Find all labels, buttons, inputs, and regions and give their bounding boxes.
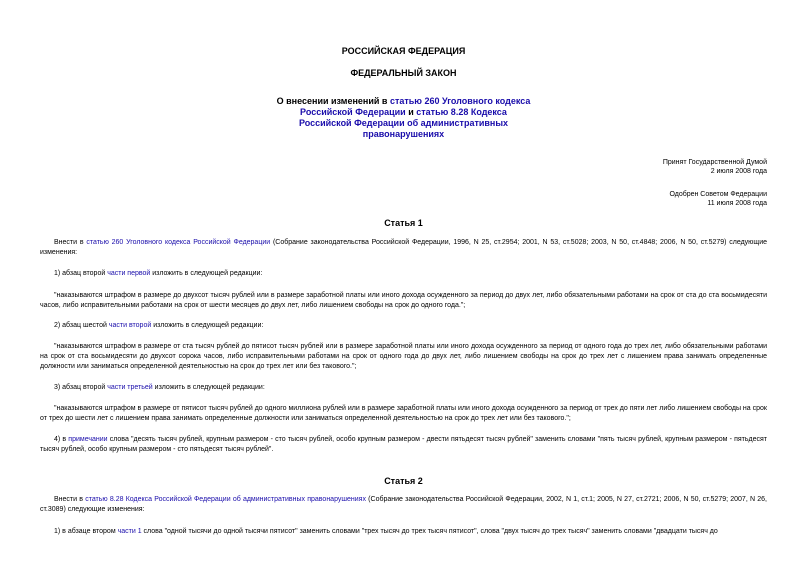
document-title <box>0 96 807 140</box>
title-link-article-260[interactable]: статью 260 Уголовного кодекса <box>389 96 531 106</box>
item-2-prefix: 2) абзац шестой <box>54 322 109 329</box>
article-1-heading: Статья 1 <box>384 218 423 228</box>
article-1-intro <box>40 238 767 258</box>
header-country: РОССИЙСКАЯ ФЕДЕРАЦИЯ <box>341 46 466 56</box>
article-1-intro-prefix: Внести в <box>54 239 87 246</box>
header-law-type: ФЕДЕРАЛЬНЫЙ ЗАКОН <box>350 68 457 78</box>
article-1-item-2 <box>40 321 767 331</box>
article-2-heading: Статья 2 <box>384 476 423 486</box>
adopted-line-2: 2 июля 2008 года <box>710 168 767 175</box>
item-4-prefix: 4) в <box>54 436 69 443</box>
item-3-prefix: 3) абзац второй <box>54 384 108 391</box>
article-2-intro-prefix: Внести в <box>54 496 86 503</box>
title-link-rf[interactable]: Российской Федерации <box>300 107 406 117</box>
title-mid: и <box>405 107 417 117</box>
article-2-intro <box>40 495 767 515</box>
article-1-item-1 <box>40 269 767 279</box>
approved-line-2: 11 июля 2008 года <box>707 200 767 207</box>
article-1-item-4 <box>40 435 767 455</box>
article-2-item-1 <box>40 527 767 537</box>
article-1-item-1-text: "наказываются штрафом в размере до двухсот тысяч рублей или в размере заработной платы или иного дохода осужденного за период до двух лет, либо обязательными работами на срок от ста до ста восьмидесяти часов, либо исправительными работами на срок от шести месяцев до двух лет, либо лишением свободы на срок до одного года."; <box>40 292 767 309</box>
article-1-intro-link[interactable]: статью 260 Уголовного кодекса Российской Федерации <box>86 239 271 246</box>
article-2-intro-link[interactable]: статью 8.28 Кодекса Российской Федерации об административных правонарушениях <box>85 496 366 503</box>
item-1-prefix: 1) абзац второй <box>54 270 108 277</box>
article-2-item-1-link[interactable]: части 1 <box>117 528 142 535</box>
article-1-item-2-text: "наказываются штрафом в размере от ста тысяч рублей до пятисот тысяч рублей или в размере заработной платы или иного дохода осужденного за период от одного года до трех лет, либо обязательными работами на срок от ста восьмидесяти до двухсот сорока часов, либо исправительными работами на срок от одного года до двух лет, либо лишением свободы на срок до трех лет с лишением права занимать определенные должности или заниматься определенной деятельностью на срок до трех лет или без такового."; <box>40 343 767 370</box>
article-2-intro-suffix: (Собрание законодательства Российской Федерации, 2002, N 1, ст.1; 2005, N 27, ст.2721; 2006, N 50, ст.5279; 2007, N 26, ст.3089) следующие изменения: <box>40 496 767 513</box>
item-2-link[interactable]: части второй <box>108 322 152 329</box>
approved-block <box>669 190 767 208</box>
title-prefix: О внесении изменений в <box>276 96 390 106</box>
title-link-offenses[interactable]: правонарушениях <box>362 129 445 139</box>
title-link-koap[interactable]: Российской Федерации об административных <box>298 118 509 128</box>
item-4-link[interactable]: примечании <box>68 436 108 443</box>
adopted-line-1: Принят Государственной Думой <box>662 159 767 166</box>
item-3-suffix: изложить в следующей редакции: <box>152 384 265 391</box>
adopted-block <box>663 158 767 176</box>
article-2-item-1-suffix: слова "одной тысячи до одной тысячи пятисот" заменить словами "трех тысяч до трех тысяч пятисот", слова "двух тысяч до трех тысяч" заменить словами "двадцати тысяч до <box>141 528 718 535</box>
article-2-item-1-prefix: 1) в абзаце втором <box>54 528 118 535</box>
item-1-suffix: изложить в следующей редакции: <box>150 270 263 277</box>
article-1-item-3 <box>40 383 767 393</box>
article-1-intro-suffix: (Собрание законодательства Российской Федерации, 1996, N 25, ст.2954; 2001, N 53, ст.5028; 2003, N 50, ст.4848; 2006, N 50, ст.5279) следующие изменения: <box>40 239 767 256</box>
approved-line-1: Одобрен Советом Федерации <box>669 191 767 198</box>
item-3-link[interactable]: части третьей <box>107 384 153 391</box>
item-1-link[interactable]: части первой <box>107 270 151 277</box>
article-1-item-3-text: "наказываются штрафом в размере от пятисот тысяч рублей до одного миллиона рублей или в размере заработной платы или иного дохода осужденного за период от трех до пяти лет либо лишением свободы на срок от трех до шести лет с лишением права занимать определенные должности или заниматься определенной деятельностью на срок до трех лет или без такового."; <box>40 405 767 422</box>
item-4-suffix: слова "десять тысяч рублей, крупным размером - сто тысяч рублей, особо крупным размером - двести пятьдесят тысяч рублей" заменить словами "пять тысяч рублей, крупным размером - пятьдесят тысяч рублей, особо крупным размером - сто пятьдесят тысяч рублей". <box>40 436 767 453</box>
title-link-article-828[interactable]: статью 8.28 Кодекса <box>416 107 507 117</box>
item-2-suffix: изложить в следующей редакции: <box>151 322 264 329</box>
